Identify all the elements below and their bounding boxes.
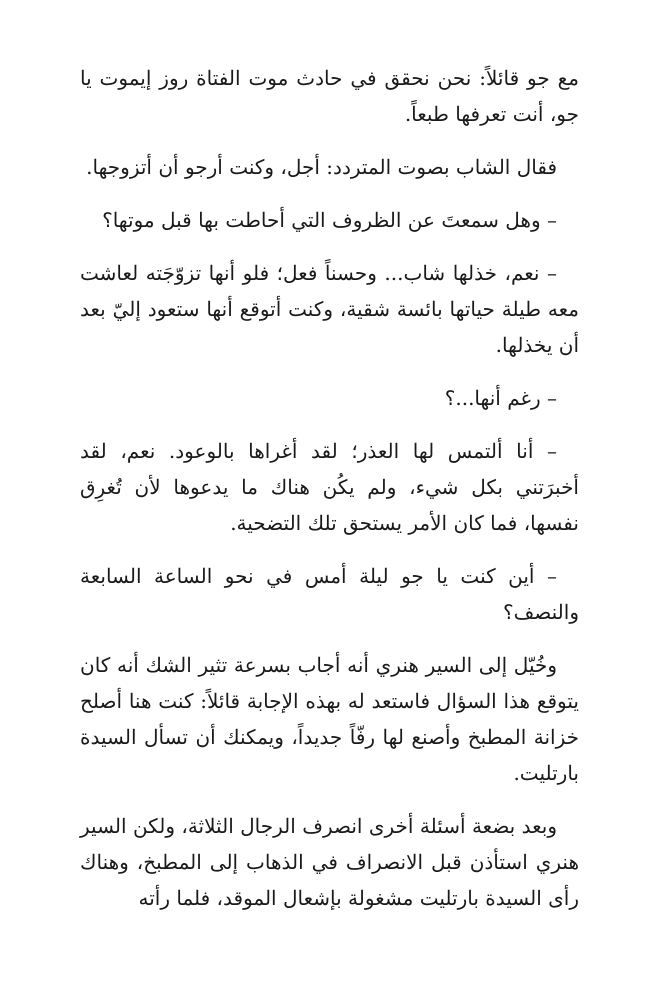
paragraph: – أنا ألتمس لها العذر؛ لقد أغراها بالوعود. نعم، لقد أخبرَتني بكل شيء، ولم يكُن هناك ما يدعوها لأن تُغرِق نفسها، فما كان الأمر يستحق تلك التضحية. bbox=[80, 439, 579, 535]
paragraph: وبعد بضعة أسئلة أخرى انصرف الرجال الثلاثة، ولكن السير هنري استأذن قبل الانصراف في الذهاب إلى المطبخ، وهناك رأى السيدة بارتليت مشغولة بإشعال الموقد، فلما رأته bbox=[80, 814, 579, 910]
paragraph: – وهل سمعتَ عن الظروف التي أحاطت بها قبل موتها؟ bbox=[102, 208, 557, 232]
paragraph: وخُيّل إلى السير هنري أنه أجاب بسرعة تثير الشك أنه كان يتوقع هذا السؤال فاستعد له بهذه الإجابة قائلاً: كنت هنا أصلح خزانة المطبخ وأصنع لها رفّاً جديداً، ويمكنك أن تسأل السيدة بارتليت. bbox=[80, 653, 579, 785]
paragraph: مع جو قائلاً: نحن نحقق في حادث موت الفتاة روز إيموت يا جو، أنت تعرفها طبعاً. bbox=[80, 66, 579, 126]
paragraph: – رغم أنها...؟ bbox=[444, 386, 557, 410]
paragraph: فقال الشاب بصوت المتردد: أجل، وكنت أرجو أن أتزوجها. bbox=[86, 155, 557, 179]
paragraph: – نعم، خذلها شاب... وحسناً فعل؛ فلو أنها تزوّجَته لعاشت معه طيلة حياتها بائسة شقية، وكنت أتوقع أنها ستعود إليّ بعد أن يخذلها. bbox=[80, 261, 579, 357]
paragraph: – أين كنت يا جو ليلة أمس في نحو الساعة السابعة والنصف؟ bbox=[80, 564, 579, 624]
